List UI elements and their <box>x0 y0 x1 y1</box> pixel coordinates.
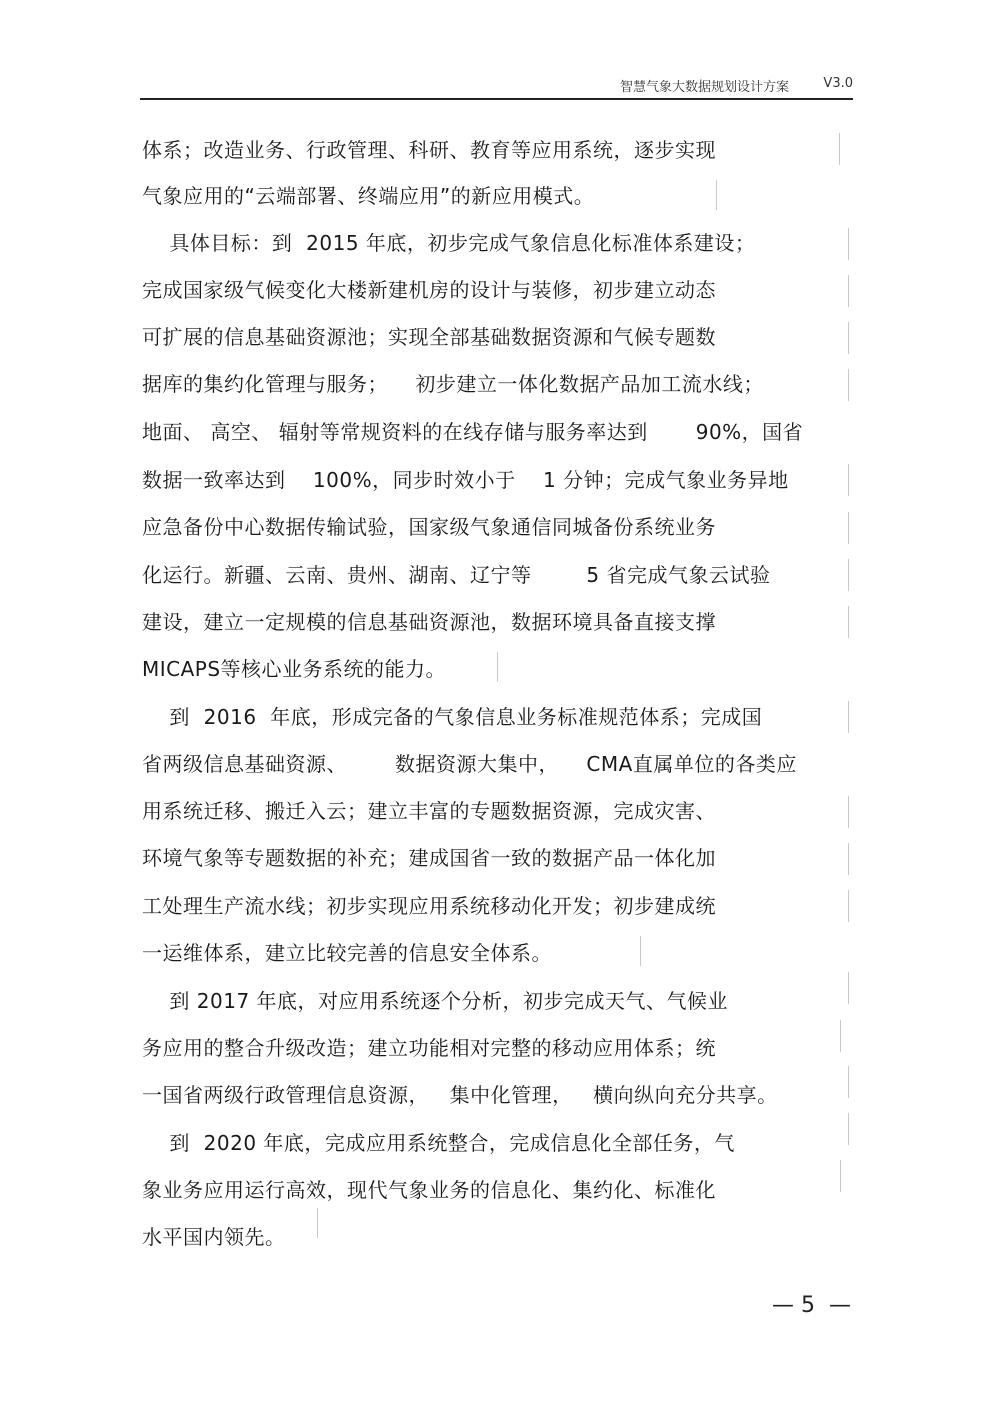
margin-mark <box>848 512 849 544</box>
text-line: 到 2016 年底，形成完备的气象信息业务标准规范体系；完成国 <box>142 705 763 729</box>
text-line: 工处理生产流水线；初步实现应用系统移动化开发；初步建成统 <box>142 894 716 918</box>
margin-mark <box>317 1208 318 1238</box>
margin-mark <box>840 1160 841 1192</box>
margin-mark <box>848 322 849 354</box>
text-line: 具体目标：到 2015 年底，初步完成气象信息化标准体系建设； <box>142 231 756 255</box>
margin-mark <box>848 1066 849 1098</box>
document-title: 智慧气象大数据规划设计方案 <box>619 80 789 95</box>
margin-mark <box>848 890 849 922</box>
margin-mark <box>716 180 717 210</box>
text-line: 可扩展的信息基础资源池；实现全部基础数据资源和气候专题数 <box>142 325 716 349</box>
document-version: V3.0 <box>823 76 853 91</box>
margin-mark <box>848 1113 849 1145</box>
text-line: 环境气象等专题数据的补充；建成国省一致的数据产品一体化加 <box>142 846 716 870</box>
margin-mark <box>848 559 849 591</box>
text-line: 水平国内领先。 <box>142 1225 286 1249</box>
text-line: MICAPS等核心业务系统的能力。 <box>142 657 447 681</box>
text-line: 用系统迁移、搬迁入云；建立丰富的专题数据资源，完成灾害、 <box>142 799 716 823</box>
margin-mark <box>839 133 840 165</box>
text-line: 象业务应用运行高效，现代气象业务的信息化、集约化、标准化 <box>142 1178 716 1202</box>
margin-mark <box>640 936 641 966</box>
text-line: 据库的集约化管理与服务； 初步建立一体化数据产品加工流水线； <box>142 372 764 396</box>
text-line: 到 2017 年底，对应用系统逐个分析，初步完成天气、气候业 <box>142 989 729 1013</box>
page-number: — 5 — <box>772 1293 851 1318</box>
margin-mark <box>848 464 849 496</box>
margin-mark <box>848 701 849 733</box>
text-line: 数据一致率达到 100%，同步时效小于 1 分钟；完成气象业务异地 <box>142 468 789 492</box>
text-line: 到 2020 年底，完成应用系统整合，完成信息化全部任务，气 <box>142 1131 735 1155</box>
margin-mark <box>848 275 849 307</box>
text-line: 化运行。新疆、云南、贵州、湖南、辽宁等 5 省完成气象云试验 <box>142 563 771 587</box>
margin-mark <box>848 843 849 875</box>
margin-mark <box>848 228 849 260</box>
text-line: 一国省两级行政管理信息资源， 集中化管理， 横向纵向充分共享。 <box>142 1083 778 1107</box>
text-line: 一运维体系，建立比较完善的信息安全体系。 <box>142 941 552 965</box>
margin-mark <box>848 369 849 401</box>
text-line: 务应用的整合升级改造；建立功能相对完整的移动应用体系；统 <box>142 1036 716 1060</box>
text-line: 建设，建立一定规模的信息基础资源池，数据环境具备直接支撑 <box>142 610 716 634</box>
text-line: 完成国家级气候变化大楼新建机房的设计与装修，初步建立动态 <box>142 278 716 302</box>
margin-mark <box>840 1020 841 1052</box>
margin-mark <box>848 972 849 1004</box>
text-line: 应急备份中心数据传输试验，国家级气象通信同城备份系统业务 <box>142 515 716 539</box>
text-line: 气象应用的“云端部署、终端应用”的新应用模式。 <box>142 184 595 208</box>
margin-mark <box>497 652 498 682</box>
margin-mark <box>848 796 849 828</box>
text-line: 地面、 高空、 辐射等常规资料的在线存储与服务率达到 90%，国省 <box>142 420 804 444</box>
margin-mark <box>848 606 849 638</box>
text-line: 体系；改造业务、行政管理、科研、教育等应用系统，逐步实现 <box>142 138 716 162</box>
page-header <box>140 70 853 100</box>
text-line: 省两级信息基础资源、 数据资源大集中， CMA直属单位的各类应 <box>142 752 797 776</box>
